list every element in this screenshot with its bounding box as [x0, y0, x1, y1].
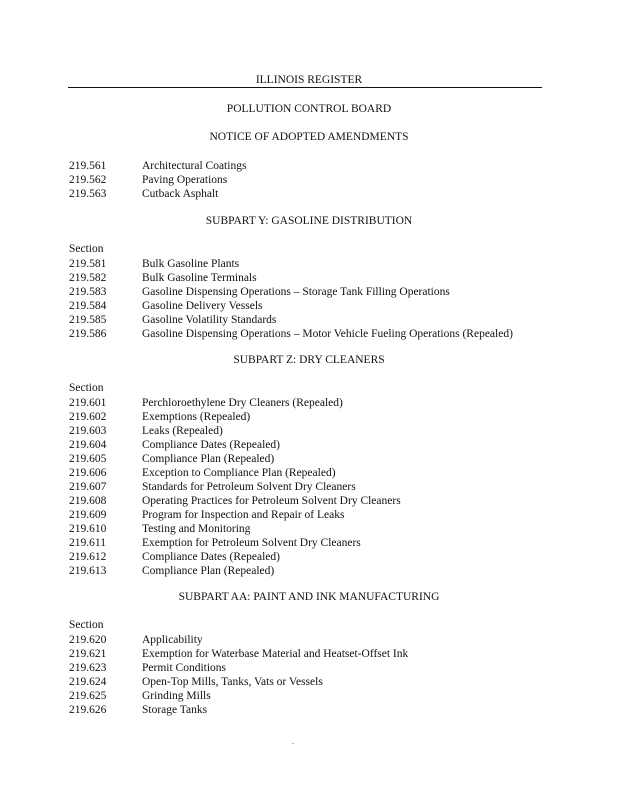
- section-number: 219.610: [69, 523, 107, 535]
- section-row: [69, 564, 274, 578]
- section-row: [69, 285, 450, 299]
- subpart-heading-y: SUBPART Y: GASOLINE DISTRIBUTION: [205, 215, 413, 227]
- section-title: Bulk Gasoline Plants: [142, 258, 240, 270]
- section-number: 219.604: [69, 439, 107, 451]
- section-row: [69, 703, 207, 717]
- section-title: Compliance Dates (Repealed): [142, 551, 280, 563]
- section-number: 219.624: [69, 676, 107, 688]
- section-title: Compliance Dates (Repealed): [142, 439, 280, 451]
- section-row: [69, 257, 239, 271]
- section-number: 219.607: [69, 481, 107, 493]
- section-row: [69, 327, 513, 341]
- section-number: 219.608: [69, 495, 107, 507]
- section-title: Architectural Coatings: [142, 160, 247, 172]
- subpart-heading-z: SUBPART Z: DRY CLEANERS: [233, 354, 385, 366]
- section-title: Paving Operations: [142, 174, 228, 186]
- section-number: 219.603: [69, 425, 107, 437]
- section-title: Grinding Mills: [142, 690, 211, 702]
- section-row: [69, 299, 263, 313]
- notice-title: NOTICE OF ADOPTED AMENDMENTS: [209, 131, 409, 143]
- section-title: Perchloroethylene Dry Cleaners (Repealed): [142, 397, 343, 409]
- section-row: [69, 522, 250, 536]
- section-row: [69, 313, 276, 327]
- section-number: 219.611: [69, 537, 106, 549]
- section-title: Exception to Compliance Plan (Repealed): [142, 467, 336, 479]
- section-number: 219.586: [69, 328, 107, 340]
- section-title: Gasoline Delivery Vessels: [142, 300, 263, 312]
- section-column-label: Section: [69, 243, 104, 255]
- section-row: [69, 410, 250, 424]
- section-title: Gasoline Dispensing Operations – Storage Tank Filling Operations: [142, 286, 450, 298]
- section-number: 219.623: [69, 662, 107, 674]
- section-title: Applicability: [142, 634, 203, 646]
- section-title: Compliance Plan (Repealed): [142, 453, 275, 465]
- section-number: 219.609: [69, 509, 107, 521]
- section-number: 219.585: [69, 314, 107, 326]
- section-title: Exemptions (Repealed): [142, 411, 251, 423]
- section-number: 219.561: [69, 160, 107, 172]
- section-title: Operating Practices for Petroleum Solvent Dry Cleaners: [142, 495, 401, 507]
- section-title: Gasoline Volatility Standards: [142, 314, 277, 326]
- page-mark: .: [292, 737, 294, 746]
- section-row: [69, 536, 361, 550]
- section-number: 219.606: [69, 467, 107, 479]
- header-rule: [68, 87, 542, 88]
- section-title: Cutback Asphalt: [142, 188, 219, 200]
- section-row: [69, 159, 246, 173]
- section-title: Testing and Monitoring: [142, 523, 251, 535]
- section-number: 219.620: [69, 634, 107, 646]
- section-row: [69, 550, 280, 564]
- section-number: 219.602: [69, 411, 107, 423]
- section-column-label: Section: [69, 619, 104, 631]
- section-number: 219.613: [69, 565, 107, 577]
- section-number: 219.563: [69, 188, 107, 200]
- section-number: 219.584: [69, 300, 107, 312]
- section-title: Standards for Petroleum Solvent Dry Cleaners: [142, 481, 356, 493]
- section-column-label: Section: [69, 382, 104, 394]
- section-number: 219.581: [69, 258, 107, 270]
- section-title: Open-Top Mills, Tanks, Vats or Vessels: [142, 676, 323, 688]
- section-number: 219.626: [69, 704, 107, 716]
- section-row: [69, 661, 226, 675]
- section-number: 219.601: [69, 397, 107, 409]
- section-number: 219.582: [69, 272, 107, 284]
- section-row: [69, 633, 203, 647]
- section-row: [69, 689, 211, 703]
- section-title: Exemption for Waterbase Material and Heatset-Offset Ink: [142, 648, 409, 660]
- section-title: Exemption for Petroleum Solvent Dry Cleaners: [142, 537, 361, 549]
- section-title: Bulk Gasoline Terminals: [142, 272, 257, 284]
- section-row: [69, 494, 401, 508]
- register-header: ILLINOIS REGISTER: [255, 74, 363, 86]
- section-title: Gasoline Dispensing Operations – Motor Vehicle Fueling Operations (Repealed): [142, 328, 513, 340]
- section-row: [69, 480, 356, 494]
- section-title: Permit Conditions: [142, 662, 227, 674]
- section-row: [69, 396, 343, 410]
- section-title: Leaks (Repealed): [142, 425, 223, 437]
- section-row: [69, 271, 257, 285]
- section-row: [69, 647, 408, 661]
- section-row: [69, 173, 227, 187]
- board-title: POLLUTION CONTROL BOARD: [226, 103, 392, 115]
- section-number: 219.612: [69, 551, 107, 563]
- section-number: 219.621: [69, 648, 107, 660]
- section-row: [69, 187, 218, 201]
- section-row: [69, 452, 274, 466]
- section-row: [69, 438, 280, 452]
- section-title: Compliance Plan (Repealed): [142, 565, 275, 577]
- section-number: 219.625: [69, 690, 107, 702]
- section-number: 219.583: [69, 286, 107, 298]
- section-title: Program for Inspection and Repair of Leaks: [142, 509, 345, 521]
- section-row: [69, 675, 323, 689]
- subpart-heading-aa: SUBPART AA: PAINT AND INK MANUFACTURING: [178, 591, 440, 603]
- section-row: [69, 508, 344, 522]
- section-row: [69, 466, 336, 480]
- section-number: 219.562: [69, 174, 107, 186]
- section-title: Storage Tanks: [142, 704, 208, 716]
- section-number: 219.605: [69, 453, 107, 465]
- section-row: [69, 424, 223, 438]
